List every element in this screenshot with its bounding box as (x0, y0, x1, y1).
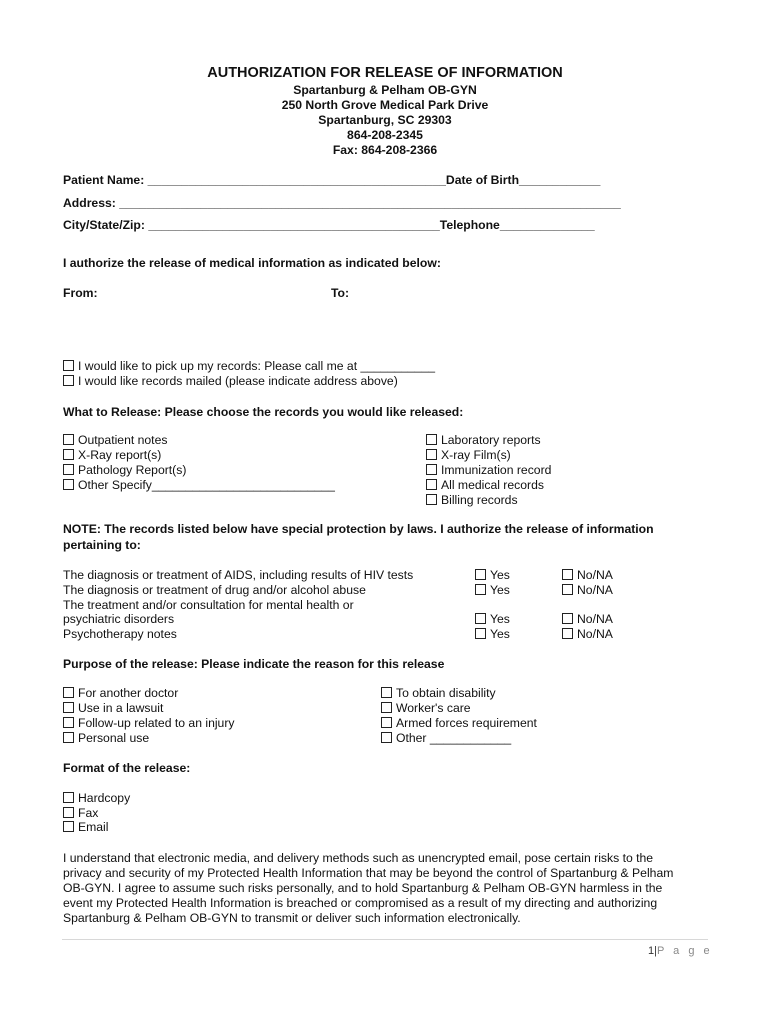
disclaimer-line: I understand that electronic media, and delivery methods such as unencrypted email, pose certain risks to the (63, 851, 654, 865)
form-title: AUTHORIZATION FOR RELEASE OF INFORMATION (207, 65, 563, 81)
note-item: psychiatric disorders (63, 612, 175, 626)
patient-name-line[interactable]: Patient Name: ____________________________________________Date of Birth____________ (63, 173, 601, 187)
from-label: From: (63, 286, 98, 300)
no-option[interactable]: No/NA (562, 583, 613, 598)
disclaimer-line: Spartanburg & Pelham OB-GYN to transmit or deliver such information electronically. (63, 911, 521, 925)
yes-option[interactable]: Yes (475, 583, 510, 598)
mail-option[interactable]: I would like records mailed (please indicate address above) (63, 374, 398, 389)
disclaimer-line: OB-GYN. I agree to assume such risks personally, and to hold Spartanburg & Pelham OB-GYN harmless in the (63, 881, 663, 895)
checkbox[interactable] (63, 375, 74, 386)
yes-option[interactable]: Yes (475, 568, 510, 583)
to-label: To: (331, 286, 350, 300)
pickup-option[interactable]: I would like to pick up my records: Please call me at ___________ (63, 359, 435, 374)
what-to-release-heading: What to Release: Please choose the records you would like released: (63, 405, 464, 419)
note-line1: NOTE: The records listed below have special protection by laws. I authorize the release of information (63, 522, 654, 536)
purpose-option[interactable]: Follow-up related to an injury (63, 716, 235, 731)
disclaimer-line: event my Protected Health Information is breached or compromised as a result of my directing and authorizing (63, 896, 658, 910)
practice-city: Spartanburg, SC 29303 (318, 113, 452, 127)
purpose-option[interactable]: Use in a lawsuit (63, 701, 163, 716)
purpose-option-other[interactable]: Other ____________ (381, 731, 511, 746)
no-option[interactable]: No/NA (562, 627, 613, 642)
yes-option[interactable]: Yes (475, 612, 510, 627)
no-option[interactable]: No/NA (562, 568, 613, 583)
purpose-option[interactable]: Worker's care (381, 701, 471, 716)
note-item: The diagnosis or treatment of AIDS, including results of HIV tests (63, 568, 414, 582)
release-option[interactable]: Billing records (426, 493, 518, 508)
note-line2: pertaining to: (63, 538, 141, 552)
release-option-other[interactable]: Other Specify___________________________ (63, 478, 335, 493)
purpose-option[interactable]: For another doctor (63, 686, 178, 701)
footer-divider (62, 939, 708, 940)
note-item: Psychotherapy notes (63, 627, 177, 641)
page-number: 1 (648, 945, 655, 957)
purpose-option[interactable]: Personal use (63, 731, 149, 746)
patient-city-line[interactable]: City/State/Zip: ___________________________________________Telephone______________ (63, 218, 595, 232)
authorize-statement: I authorize the release of medical information as indicated below: (63, 256, 441, 270)
no-option[interactable]: No/NA (562, 612, 613, 627)
release-option[interactable]: All medical records (426, 478, 544, 493)
practice-phone: 864-208-2345 (347, 128, 423, 142)
release-option[interactable]: X-Ray report(s) (63, 448, 161, 463)
practice-fax: Fax: 864-208-2366 (332, 143, 438, 157)
release-option[interactable]: Immunization record (426, 463, 551, 478)
patient-address-line[interactable]: Address: __________________________________________________________________________ (63, 196, 621, 210)
page-label: P a g e (656, 945, 713, 957)
disclaimer-line: privacy and security of my Protected Health Information that may be beyond the control of Spartanburg & Pelham (63, 866, 674, 880)
purpose-option[interactable]: Armed forces requirement (381, 716, 537, 731)
practice-address: 250 North Grove Medical Park Drive (281, 98, 489, 112)
note-item: The treatment and/or consultation for mental health or (63, 598, 354, 612)
format-option[interactable]: Email (63, 820, 108, 835)
release-option[interactable]: Laboratory reports (426, 433, 541, 448)
checkbox[interactable] (63, 360, 74, 371)
format-heading: Format of the release: (63, 761, 191, 775)
format-option[interactable]: Hardcopy (63, 791, 130, 806)
page-footer: 1|P a g e (648, 945, 713, 957)
release-option[interactable]: Outpatient notes (63, 433, 167, 448)
practice-name: Spartanburg & Pelham OB-GYN (293, 83, 477, 97)
note-item: The diagnosis or treatment of drug and/or alcohol abuse (63, 583, 366, 597)
purpose-option[interactable]: To obtain disability (381, 686, 496, 701)
yes-option[interactable]: Yes (475, 627, 510, 642)
release-option[interactable]: X-ray Film(s) (426, 448, 511, 463)
release-option[interactable]: Pathology Report(s) (63, 463, 186, 478)
purpose-heading: Purpose of the release: Please indicate the reason for this release (63, 657, 445, 671)
format-option[interactable]: Fax (63, 806, 98, 821)
